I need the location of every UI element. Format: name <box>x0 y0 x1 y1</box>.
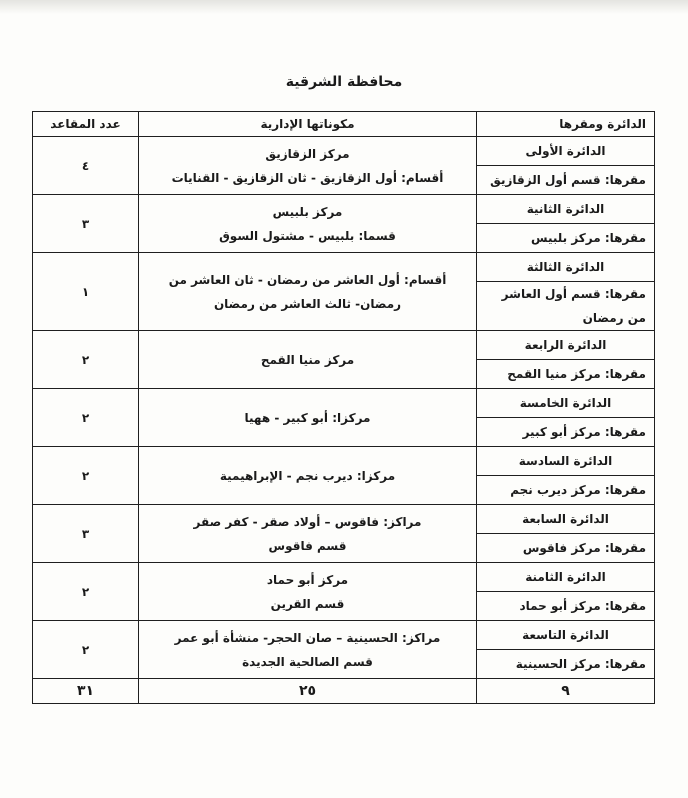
district-row <box>33 331 655 360</box>
district-name: الدائرة الثامنة <box>477 563 655 592</box>
district-hq: مقرها: مركز بلبيس <box>477 224 655 253</box>
district-row <box>33 253 655 282</box>
district-seats: ٢ <box>33 563 139 621</box>
table-body <box>33 137 655 679</box>
header-district: الدائرة ومقرها <box>477 112 655 137</box>
district-seats: ٢ <box>33 447 139 505</box>
component-line: مركز أبو حماد <box>266 572 349 587</box>
district-components <box>139 505 477 563</box>
component-line: قسم القرين <box>270 596 345 611</box>
total-districts: ٩ <box>477 679 655 704</box>
table-header-row <box>33 112 655 137</box>
district-name: الدائرة السادسة <box>477 447 655 476</box>
component-line: أقسام: أول العاشر من رمضان - ثان العاشر من رمضان- ثالث العاشر من رمضان <box>168 272 447 311</box>
district-components <box>139 253 477 331</box>
district-name: الدائرة الرابعة <box>477 331 655 360</box>
district-row <box>33 195 655 224</box>
scan-shadow <box>0 0 688 14</box>
total-seats: ٣١ <box>33 679 139 704</box>
component-line: مركزا: أبو كبير - ههيا <box>244 410 371 425</box>
component-line: مركز الزقازيق <box>265 146 350 161</box>
header-components: مكوناتها الإدارية <box>139 112 477 137</box>
district-hq: مقرها: مركز ديرب نجم <box>477 476 655 505</box>
component-line: مركزا: ديرب نجم - الإبراهيمية <box>219 468 396 483</box>
district-seats: ٢ <box>33 621 139 679</box>
component-line: قسما: بلبيس - مشتول السوق <box>219 228 396 243</box>
district-seats: ١ <box>33 253 139 331</box>
header-seats: عدد المقاعد <box>33 112 139 137</box>
district-hq: مقرها: مركز منيا القمح <box>477 360 655 389</box>
district-components <box>139 389 477 447</box>
district-hq: مقرها: قسم أول العاشر من رمضان <box>477 282 655 331</box>
district-components <box>139 447 477 505</box>
component-line: مراكز: فاقوس – أولاد صقر - كفر صقر <box>193 514 422 529</box>
district-hq: مقرها: مركز أبو كبير <box>477 418 655 447</box>
district-hq: مقرها: مركز أبو حماد <box>477 592 655 621</box>
district-seats: ٣ <box>33 505 139 563</box>
district-hq: مقرها: مركز الحسينية <box>477 650 655 679</box>
district-seats: ٤ <box>33 137 139 195</box>
district-name: الدائرة الأولى <box>477 137 655 166</box>
district-row <box>33 389 655 418</box>
district-seats: ٣ <box>33 195 139 253</box>
district-row <box>33 137 655 166</box>
district-hq: مقرها: قسم أول الزقازيق <box>477 166 655 195</box>
district-name: الدائرة السابعة <box>477 505 655 534</box>
component-line: قسم فاقوس <box>268 538 347 553</box>
district-row <box>33 505 655 534</box>
district-name: الدائرة الخامسة <box>477 389 655 418</box>
district-name: الدائرة الثالثة <box>477 253 655 282</box>
district-components <box>139 563 477 621</box>
component-line: مركز منيا القمح <box>260 352 355 367</box>
totals-row <box>33 679 655 704</box>
page-title: محافظة الشرقية <box>285 74 403 90</box>
district-components <box>139 621 477 679</box>
component-line: مركز بلبيس <box>272 204 343 219</box>
total-components: ٢٥ <box>139 679 477 704</box>
district-row <box>33 447 655 476</box>
district-row <box>33 563 655 592</box>
component-line: مراكز: الحسينية – صان الحجر- منشأة أبو عمر <box>174 630 441 645</box>
component-line: قسم الصالحية الجديدة <box>242 654 373 669</box>
district-name: الدائرة الثانية <box>477 195 655 224</box>
district-seats: ٢ <box>33 331 139 389</box>
districts-table <box>32 111 655 704</box>
district-hq: مقرها: مركز فاقوس <box>477 534 655 563</box>
district-components <box>139 331 477 389</box>
component-line: أقسام: أول الزقازيق - ثان الزقازيق - القنايات <box>171 170 444 185</box>
district-row <box>33 621 655 650</box>
district-components <box>139 137 477 195</box>
district-seats: ٢ <box>33 389 139 447</box>
district-name: الدائرة التاسعة <box>477 621 655 650</box>
district-components <box>139 195 477 253</box>
